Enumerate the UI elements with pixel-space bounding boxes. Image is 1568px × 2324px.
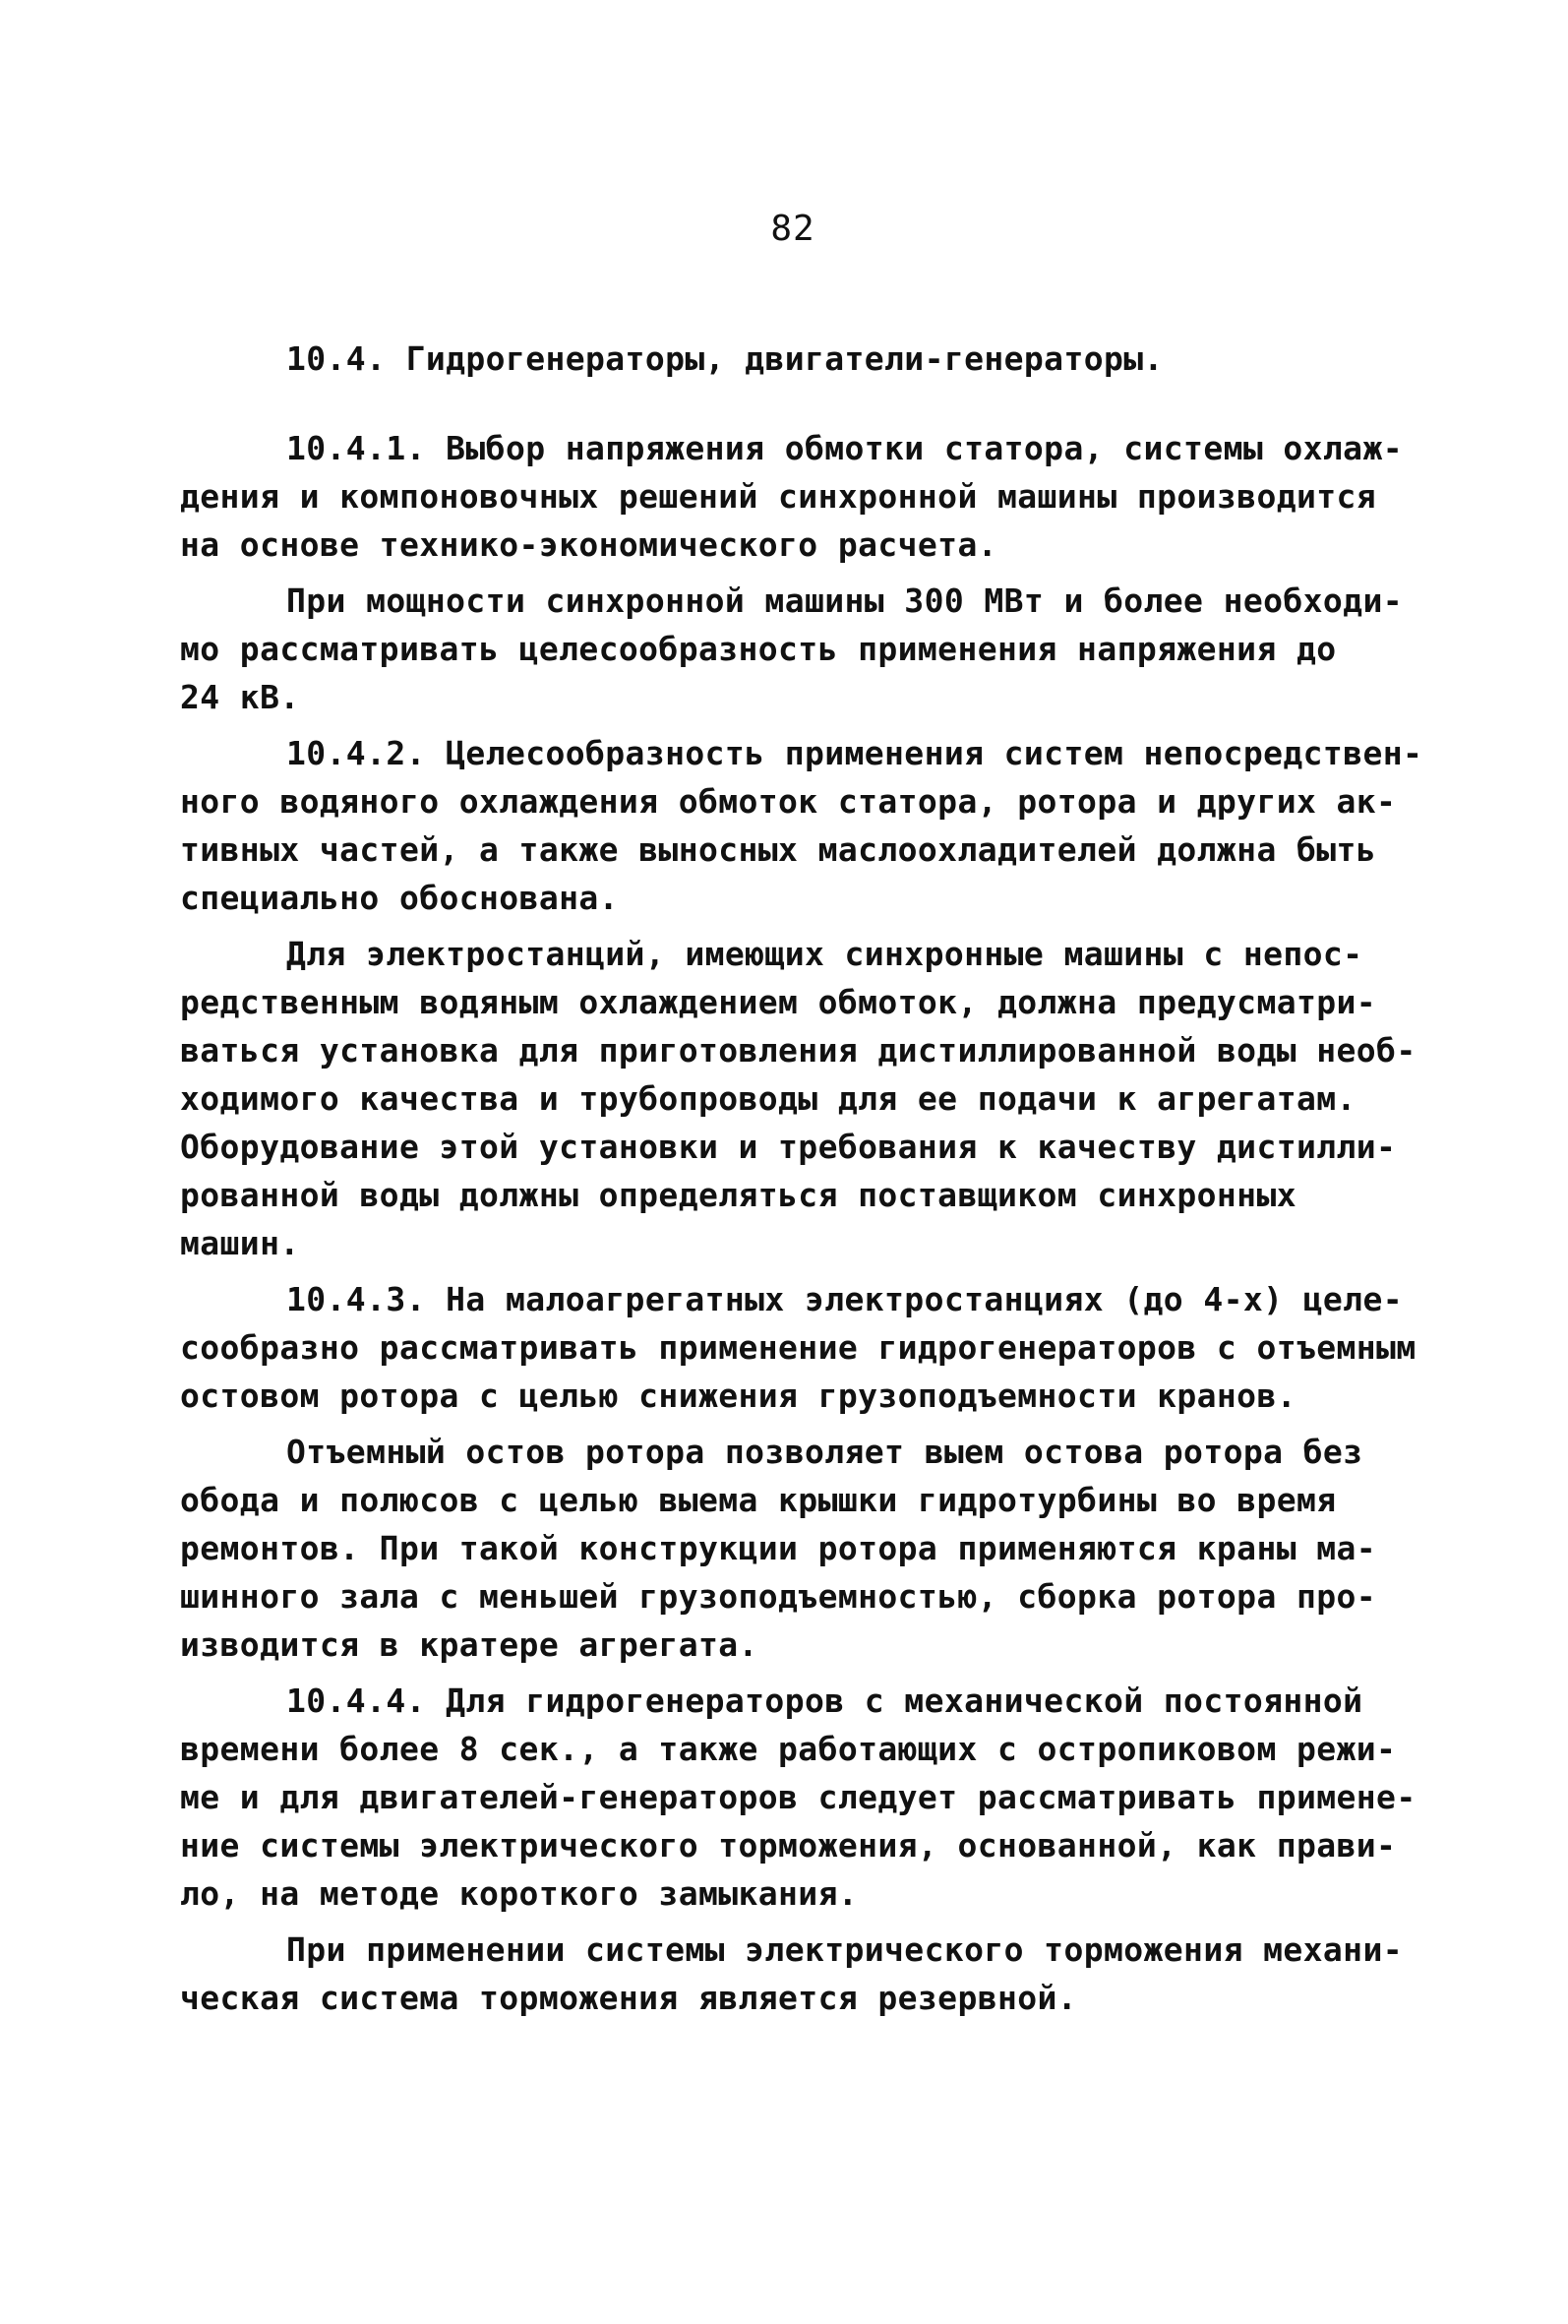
document-body bbox=[180, 335, 1429, 2022]
text-line: ние системы электрического торможения, основанной, как прави- bbox=[180, 1826, 1397, 1865]
text-line: мо рассматривать целесообразность применения напряжения до bbox=[180, 630, 1337, 668]
paragraph bbox=[180, 1677, 1429, 1918]
paragraph bbox=[180, 930, 1429, 1267]
text-line: тивных частей, а также выносных маслоохладителей должна быть bbox=[180, 830, 1377, 869]
page-number-text: 82 bbox=[770, 209, 815, 249]
text-line: ремонтов. При такой конструкции ротора применяются краны ма- bbox=[180, 1529, 1377, 1567]
page-number bbox=[0, 209, 1568, 249]
text-line: 10.4.1. Выбор напряжения обмотки статора, системы охлаж- bbox=[286, 429, 1403, 467]
text-line: обода и полюсов с целью выема крышки гидротурбины во время bbox=[180, 1481, 1337, 1519]
text-line: специально обоснована. bbox=[180, 879, 619, 917]
text-line: ло, на методе короткого замыкания. bbox=[180, 1874, 859, 1913]
paragraph bbox=[180, 729, 1429, 922]
text-line: машин. bbox=[180, 1224, 300, 1262]
text-line: рованной воды должны определяться поставщиком синхронных bbox=[180, 1176, 1297, 1214]
text-line: на основе технико-экономического расчета. bbox=[180, 525, 997, 564]
text-line: 24 кВ. bbox=[180, 678, 300, 716]
text-line: сообразно рассматривать применение гидрогенераторов с отъемным bbox=[180, 1328, 1417, 1367]
paragraph-list bbox=[180, 424, 1429, 2022]
text-line: Оборудование этой установки и требования к качеству дистилли- bbox=[180, 1128, 1397, 1166]
text-line: ходимого качества и трубопроводы для ее подачи к агрегатам. bbox=[180, 1079, 1357, 1118]
text-line: редственным водяным охлаждением обмоток, должна предусматри- bbox=[180, 983, 1377, 1021]
text-line: Отъемный остов ротора позволяет выем остова ротора без bbox=[286, 1433, 1363, 1471]
text-line: 10.4.4. Для гидрогенераторов с механической постоянной bbox=[286, 1682, 1363, 1720]
text-line: ного водяного охлаждения обмоток статора, ротора и других ак- bbox=[180, 782, 1397, 821]
text-line: изводится в кратере агрегата. bbox=[180, 1625, 758, 1664]
text-line: ваться установка для приготовления дистиллированной воды необ- bbox=[180, 1031, 1417, 1070]
text-line: шинного зала с меньшей грузоподъемностью, сборка ротора про- bbox=[180, 1577, 1377, 1616]
text-line: времени более 8 сек., а также работающих с остропиковом режи- bbox=[180, 1730, 1397, 1768]
text-line: Для электростанций, имеющих синхронные машины с непос- bbox=[286, 935, 1363, 973]
paragraph bbox=[180, 1275, 1429, 1420]
text-line: 10.4.3. На малоагрегатных электростанциях (до 4-х) целе- bbox=[286, 1280, 1403, 1318]
paragraph bbox=[180, 424, 1429, 569]
text-line: ческая система торможения является резервной. bbox=[180, 1979, 1078, 2017]
text-line: При применении системы электрического торможения механи- bbox=[286, 1930, 1403, 1969]
text-line: При мощности синхронной машины 300 МВт и более необходи- bbox=[286, 581, 1403, 620]
paragraph bbox=[180, 577, 1429, 721]
paragraph bbox=[180, 1926, 1429, 2022]
paragraph bbox=[180, 1428, 1429, 1669]
text-line: остовом ротора с целью снижения грузоподъемности кранов. bbox=[180, 1376, 1297, 1415]
text-line: дения и компоновочных решений синхронной машины производится bbox=[180, 477, 1377, 516]
section-heading: 10.4. Гидрогенераторы, двигатели-генераторы. bbox=[286, 339, 1164, 378]
text-line: ме и для двигателей-генераторов следует рассматривать примене- bbox=[180, 1778, 1417, 1816]
text-line: 10.4.2. Целесообразность применения систем непосредствен- bbox=[286, 734, 1423, 772]
